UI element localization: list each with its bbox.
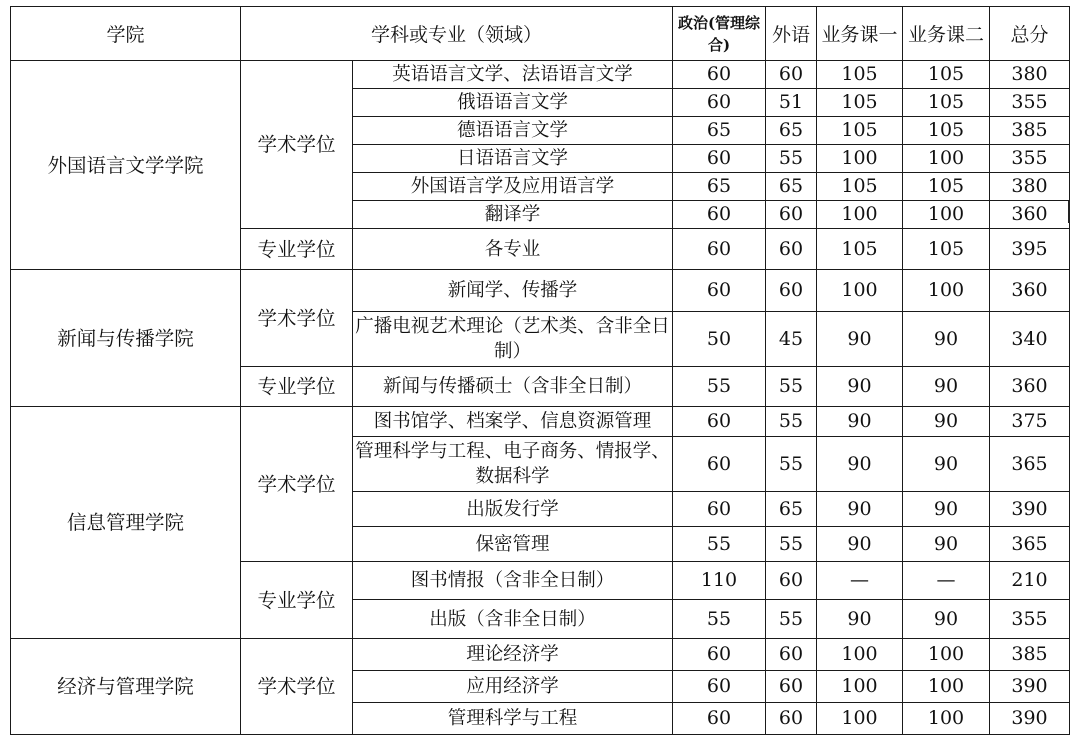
- foreign-score-cell: 60: [766, 229, 817, 270]
- foreign-score-cell: 65: [766, 173, 817, 201]
- foreign-score-cell: 60: [766, 562, 817, 600]
- total-score-cell: 360: [990, 201, 1070, 229]
- politics-score-cell: 60: [673, 89, 766, 117]
- total-score-cell: 380: [990, 61, 1070, 89]
- degree-type: 学术学位: [241, 407, 353, 562]
- course1-score-cell: 105: [817, 229, 903, 270]
- subject-cell: 俄语语言文学: [353, 89, 673, 117]
- politics-score-cell: 55: [673, 527, 766, 562]
- degree-type: 学术学位: [241, 61, 353, 229]
- politics-score-cell: 55: [673, 600, 766, 639]
- degree-type: 学术学位: [241, 270, 353, 367]
- table-row: [11, 270, 1070, 312]
- subject-cell: 图书情报（含非全日制）: [353, 562, 673, 600]
- degree-type: 学术学位: [241, 639, 353, 735]
- subject-cell: 外国语言学及应用语言学: [353, 173, 673, 201]
- header-course2: 业务课二: [903, 7, 990, 61]
- course1-score-cell: 90: [817, 312, 903, 367]
- course2-score-cell: 90: [903, 367, 990, 407]
- subject-cell: 管理科学与工程: [353, 703, 673, 735]
- politics-score-cell: 60: [673, 145, 766, 173]
- politics-score-cell: 55: [673, 367, 766, 407]
- course1-score-cell: 100: [817, 270, 903, 312]
- header-politics: 政治(管理综合): [673, 7, 766, 61]
- politics-score-cell: 60: [673, 437, 766, 492]
- course1-score-cell: 100: [817, 145, 903, 173]
- subject-cell: 保密管理: [353, 527, 673, 562]
- foreign-score-cell: 51: [766, 89, 817, 117]
- course1-score-cell: 100: [817, 703, 903, 735]
- foreign-score-cell: 55: [766, 600, 817, 639]
- politics-score-cell: 60: [673, 492, 766, 527]
- total-score-cell: 385: [990, 639, 1070, 671]
- subject-cell: 应用经济学: [353, 671, 673, 703]
- course1-score-cell: 105: [817, 61, 903, 89]
- course1-score-cell: 100: [817, 639, 903, 671]
- subject-cell: 广播电视艺术理论（艺术类、含非全日制）: [353, 312, 673, 367]
- course2-score-cell: 90: [903, 437, 990, 492]
- course1-score-cell: 90: [817, 437, 903, 492]
- foreign-score-cell: 60: [766, 201, 817, 229]
- subject-cell: 图书馆学、档案学、信息资源管理: [353, 407, 673, 437]
- course1-score-cell: —: [817, 562, 903, 600]
- foreign-score-cell: 65: [766, 117, 817, 145]
- subject-cell: 新闻学、传播学: [353, 270, 673, 312]
- foreign-score-cell: 45: [766, 312, 817, 367]
- foreign-score-cell: 55: [766, 367, 817, 407]
- header-foreign: 外语: [766, 7, 817, 61]
- course2-score-cell: 105: [903, 89, 990, 117]
- subject-cell: 各专业: [353, 229, 673, 270]
- course1-score-cell: 105: [817, 89, 903, 117]
- politics-score-cell: 60: [673, 61, 766, 89]
- total-score-cell: 365: [990, 437, 1070, 492]
- subject-cell: 出版（含非全日制）: [353, 600, 673, 639]
- college-name: 信息管理学院: [11, 407, 241, 639]
- course2-score-cell: 90: [903, 600, 990, 639]
- total-score-cell: 385: [990, 117, 1070, 145]
- college-name: 外国语言文学学院: [11, 61, 241, 270]
- course2-score-cell: 100: [903, 201, 990, 229]
- course1-score-cell: 105: [817, 117, 903, 145]
- header-subject: 学科或专业（领域）: [241, 7, 673, 61]
- course1-score-cell: 90: [817, 492, 903, 527]
- course2-score-cell: 100: [903, 270, 990, 312]
- course2-score-cell: 105: [903, 61, 990, 89]
- foreign-score-cell: 60: [766, 671, 817, 703]
- politics-score-cell: 60: [673, 703, 766, 735]
- edge-mark: [1068, 201, 1070, 223]
- course1-score-cell: 90: [817, 527, 903, 562]
- course2-score-cell: 90: [903, 407, 990, 437]
- total-score-cell: 395: [990, 229, 1070, 270]
- politics-score-cell: 60: [673, 407, 766, 437]
- foreign-score-cell: 65: [766, 492, 817, 527]
- foreign-score-cell: 60: [766, 270, 817, 312]
- course1-score-cell: 105: [817, 173, 903, 201]
- course2-score-cell: —: [903, 562, 990, 600]
- course2-score-cell: 90: [903, 527, 990, 562]
- course2-score-cell: 100: [903, 639, 990, 671]
- subject-cell: 翻译学: [353, 201, 673, 229]
- subject-cell: 德语语言文学: [353, 117, 673, 145]
- degree-type: 专业学位: [241, 367, 353, 407]
- table-row: [11, 639, 1070, 671]
- foreign-score-cell: 55: [766, 527, 817, 562]
- course1-score-cell: 90: [817, 600, 903, 639]
- total-score-cell: 360: [990, 270, 1070, 312]
- subject-cell: 日语语言文学: [353, 145, 673, 173]
- total-score-cell: 360: [990, 367, 1070, 407]
- header-college: 学院: [11, 7, 241, 61]
- politics-score-cell: 60: [673, 639, 766, 671]
- politics-score-cell: 65: [673, 117, 766, 145]
- degree-type: 专业学位: [241, 229, 353, 270]
- header-total: 总分: [990, 7, 1070, 61]
- course2-score-cell: 100: [903, 145, 990, 173]
- total-score-cell: 365: [990, 527, 1070, 562]
- course1-score-cell: 90: [817, 407, 903, 437]
- course2-score-cell: 105: [903, 229, 990, 270]
- foreign-score-cell: 60: [766, 639, 817, 671]
- header-course1: 业务课一: [817, 7, 903, 61]
- subject-cell: 新闻与传播硕士（含非全日制）: [353, 367, 673, 407]
- politics-score-cell: 60: [673, 201, 766, 229]
- total-score-cell: 390: [990, 671, 1070, 703]
- course1-score-cell: 100: [817, 671, 903, 703]
- total-score-cell: 380: [990, 173, 1070, 201]
- course2-score-cell: 100: [903, 703, 990, 735]
- foreign-score-cell: 60: [766, 61, 817, 89]
- foreign-score-cell: 55: [766, 437, 817, 492]
- subject-cell: 理论经济学: [353, 639, 673, 671]
- foreign-score-cell: 55: [766, 145, 817, 173]
- politics-score-cell: 60: [673, 270, 766, 312]
- college-name: 新闻与传播学院: [11, 270, 241, 407]
- total-score-cell: 390: [990, 492, 1070, 527]
- foreign-score-cell: 60: [766, 703, 817, 735]
- table-body: [11, 61, 1070, 735]
- total-score-cell: 375: [990, 407, 1070, 437]
- score-table: [10, 6, 1070, 735]
- politics-score-cell: 50: [673, 312, 766, 367]
- course2-score-cell: 105: [903, 173, 990, 201]
- politics-score-cell: 60: [673, 229, 766, 270]
- degree-type: 专业学位: [241, 562, 353, 639]
- foreign-score-cell: 55: [766, 407, 817, 437]
- politics-score-cell: 110: [673, 562, 766, 600]
- college-name: 经济与管理学院: [11, 639, 241, 735]
- subject-cell: 出版发行学: [353, 492, 673, 527]
- subject-cell: 英语语言文学、法语语言文学: [353, 61, 673, 89]
- politics-score-cell: 65: [673, 173, 766, 201]
- table-row: [11, 61, 1070, 89]
- course2-score-cell: 100: [903, 671, 990, 703]
- course1-score-cell: 100: [817, 201, 903, 229]
- table-row: [11, 407, 1070, 437]
- total-score-cell: 355: [990, 600, 1070, 639]
- total-score-cell: 210: [990, 562, 1070, 600]
- course1-score-cell: 90: [817, 367, 903, 407]
- total-score-cell: 355: [990, 145, 1070, 173]
- header-row: [11, 7, 1070, 61]
- total-score-cell: 355: [990, 89, 1070, 117]
- course2-score-cell: 90: [903, 492, 990, 527]
- course2-score-cell: 90: [903, 312, 990, 367]
- course2-score-cell: 105: [903, 117, 990, 145]
- politics-score-cell: 60: [673, 671, 766, 703]
- total-score-cell: 340: [990, 312, 1070, 367]
- total-score-cell: 390: [990, 703, 1070, 735]
- subject-cell: 管理科学与工程、电子商务、情报学、数据科学: [353, 437, 673, 492]
